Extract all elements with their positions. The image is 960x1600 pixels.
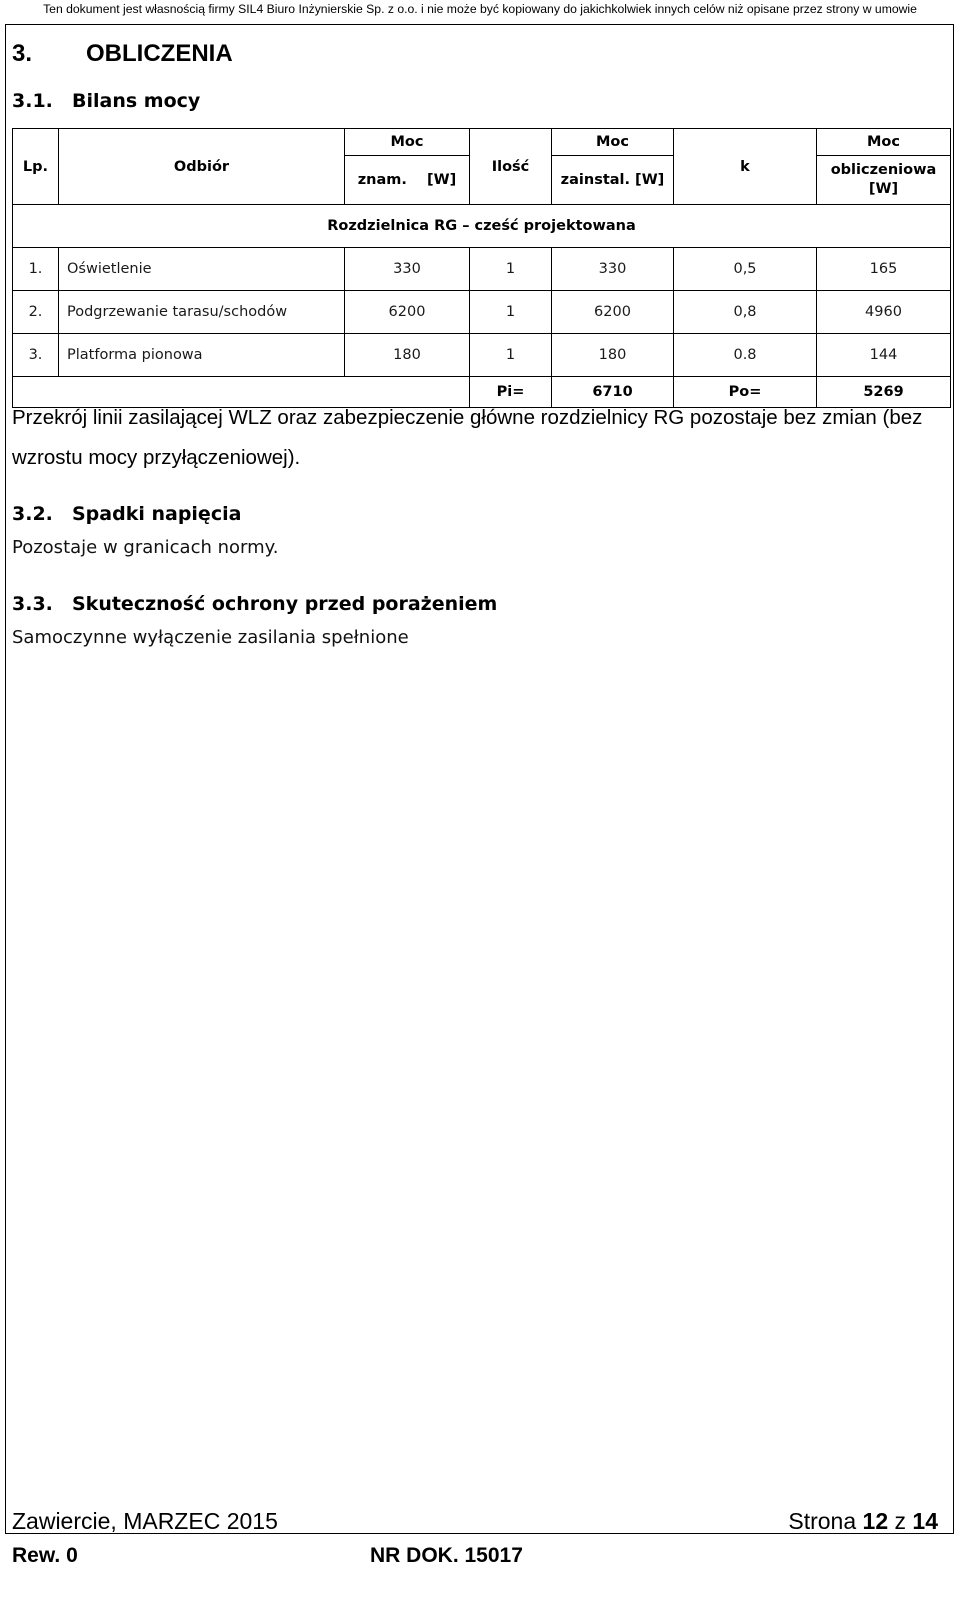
ochrona-text: Samoczynne wyłączenie zasilania spełnione (12, 627, 409, 648)
header-moc-znam-top: Moc (345, 129, 470, 156)
header-k: k (674, 129, 817, 205)
header-ilosc: Ilość (470, 129, 552, 205)
row-moc-zainst: 330 (552, 248, 674, 291)
subsection-title: Skuteczność ochrony przed porażeniem (72, 593, 498, 615)
row-k: 0,8 (674, 291, 817, 334)
summary-po-value: 5269 (817, 377, 951, 408)
page-total: 14 (912, 1508, 938, 1534)
row-moc-zainst: 6200 (552, 291, 674, 334)
row-lp: 3. (13, 334, 59, 377)
row-lp: 1. (13, 248, 59, 291)
section-heading (12, 40, 233, 68)
table-row (13, 248, 951, 291)
wlz-paragraph: Przekrój linii zasilającej WLZ oraz zabezpieczenie główne rozdzielnicy RG pozostaje bez zmian (bez wzrostu mocy przyłączeniowej). (12, 406, 923, 469)
footer-document-number: NR DOK. 15017 (370, 1544, 523, 1567)
spadki-text: Pozostaje w granicach normy. (12, 537, 279, 558)
row-lp: 2. (13, 291, 59, 334)
row-ilosc: 1 (470, 334, 552, 377)
row-k: 0,5 (674, 248, 817, 291)
summary-pi-value: 6710 (552, 377, 674, 408)
subsection-heading-bilans (12, 90, 200, 112)
header-moc-zainst-bottom: zainstal. [W] (552, 156, 674, 205)
subsection-number: 3.3. (12, 593, 53, 615)
row-name: Podgrzewanie tarasu/schodów (59, 291, 345, 334)
row-moc-obl: 144 (817, 334, 951, 377)
subsection-number: 3.2. (12, 503, 53, 525)
row-moc-obl: 165 (817, 248, 951, 291)
footer-place-date: Zawiercie, MARZEC 2015 (12, 1508, 278, 1534)
header-moc-obl-top: Moc (817, 129, 951, 156)
section-title-cell: Rozdzielnica RG – cześć projektowana (13, 205, 951, 248)
table-row (13, 291, 951, 334)
row-name: Oświetlenie (59, 248, 345, 291)
header-moc-znam-bottom: znam. [W] (345, 156, 470, 205)
header-moc-zainst-top: Moc (552, 129, 674, 156)
footer-revision: Rew. 0 (12, 1544, 78, 1567)
page-label: Strona (788, 1508, 857, 1534)
footer-page-number (788, 1508, 938, 1535)
row-moc-znam: 6200 (345, 291, 470, 334)
row-ilosc: 1 (470, 248, 552, 291)
confidentiality-note: Ten dokument jest własnością firmy SIL4 Biuro Inżynierskie Sp. z o.o. i nie może być kopiowany do jakichkolwiek innych celów niż opisane przez strony w umowie (43, 2, 917, 16)
subsection-number: 3.1. (12, 90, 53, 112)
row-moc-obl: 4960 (817, 291, 951, 334)
row-ilosc: 1 (470, 291, 552, 334)
header-odbior: Odbiór (59, 129, 345, 205)
subsection-heading-spadki (12, 503, 241, 525)
page-separator: z (894, 1508, 907, 1534)
summary-pi-label: Pi= (470, 377, 552, 408)
row-k: 0.8 (674, 334, 817, 377)
power-balance-table (12, 128, 951, 408)
page-current: 12 (862, 1508, 889, 1534)
header-moc-obl-bottom: obliczeniowa [W] (817, 156, 951, 205)
summary-po-label: Po= (674, 377, 817, 408)
header-lp: Lp. (13, 129, 59, 205)
row-name: Platforma pionowa (59, 334, 345, 377)
row-moc-znam: 180 (345, 334, 470, 377)
row-moc-zainst: 180 (552, 334, 674, 377)
table-header-row-top (13, 129, 951, 156)
subsection-heading-ochrona (12, 593, 497, 615)
section-number: 3. (12, 40, 33, 67)
subsection-title: Bilans mocy (72, 90, 201, 112)
subsection-title: Spadki napięcia (72, 503, 242, 525)
row-moc-znam: 330 (345, 248, 470, 291)
table-row (13, 334, 951, 377)
table-section-row (13, 205, 951, 248)
section-title: OBLICZENIA (86, 40, 233, 67)
